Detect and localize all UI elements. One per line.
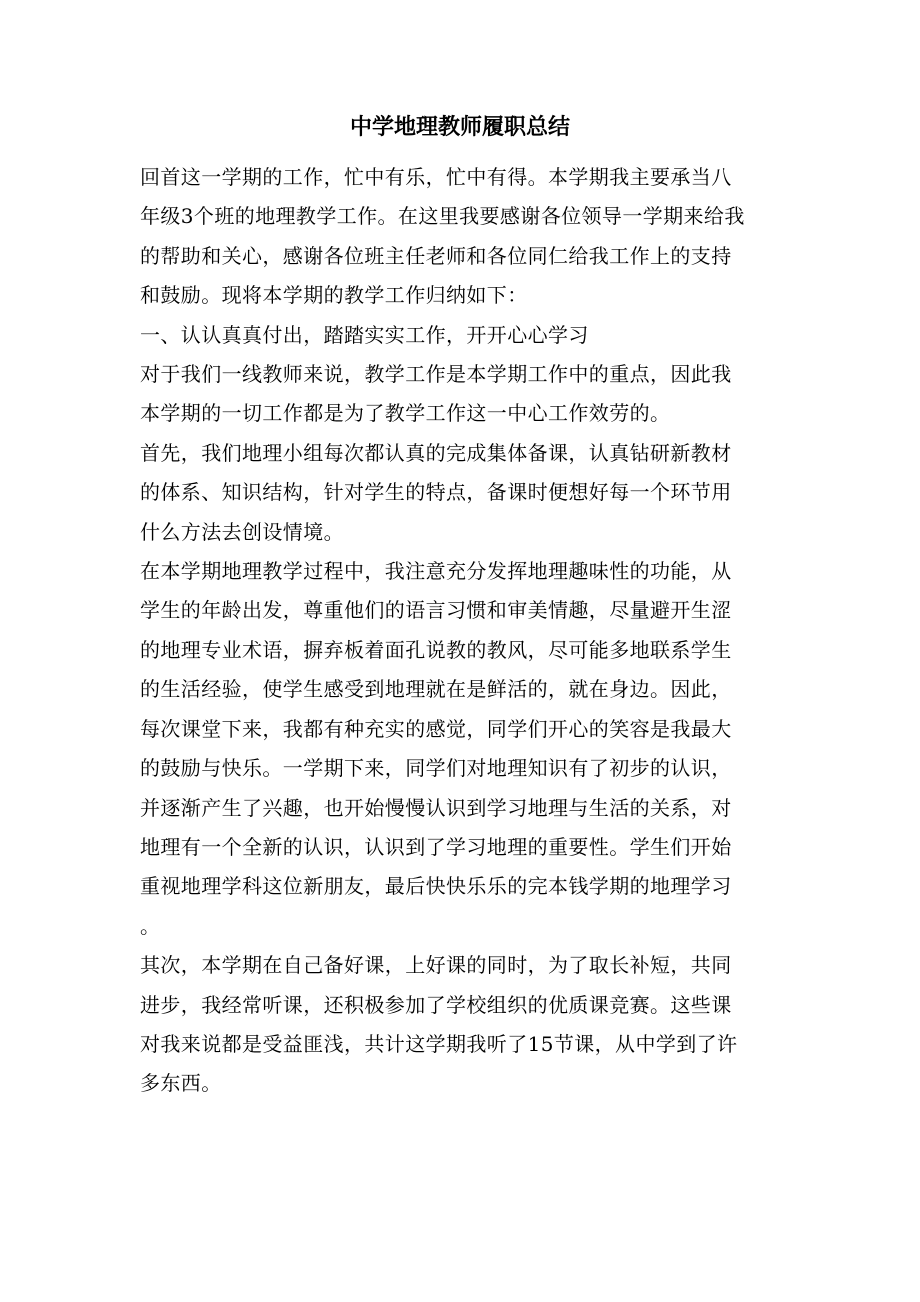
document-body (140, 158, 780, 1104)
text-line: 对于我们一线教师来说，教学工作是本学期工作中的重点，因此我 (140, 362, 732, 387)
paragraph-second (140, 946, 780, 1104)
section-heading (140, 316, 780, 355)
text-line: 重视地理学科这位新朋友，最后快快乐乐的完本钱学期的地理学习 (140, 874, 732, 899)
paragraph-intro (140, 158, 780, 316)
text-line: 在本学期地理教学过程中，我注意充分发挥地理趣味性的功能，从 (140, 559, 732, 584)
text-line: 首先，我们地理小组每次都认真的完成集体备课，认真钻研新教材 (140, 440, 732, 465)
text-line: 学生的年龄出发，尊重他们的语言习惯和审美情趣，尽量避开生涩 (140, 598, 732, 623)
text-line: 什么方法去创设情境。 (140, 519, 344, 544)
text-line: 地理有一个全新的认识，认识到了学习地理的重要性。学生们开始 (140, 834, 732, 859)
text-line: 的帮助和关心，感谢各位班主任老师和各位同仁给我工作上的支持 (140, 243, 732, 268)
paragraph-first (140, 434, 780, 552)
text-line: 并逐渐产生了兴趣，也开始慢慢认识到学习地理与生活的关系，对 (140, 795, 732, 820)
text-line: 的体系、知识结构，针对学生的特点，备课时便想好每一个环节用 (140, 480, 732, 505)
text-line: 年级3个班的地理教学工作。在这里我要感谢各位领导一学期来给我 (140, 204, 745, 229)
text-line: 和鼓励。现将本学期的教学工作归纳如下： (140, 283, 528, 308)
text-line: 的地理专业术语，摒弃板着面孔说教的教风，尽可能多地联系学生 (140, 637, 732, 662)
text-line: 其次，本学期在自己备好课，上好课的同时，为了取长补短，共同 (140, 953, 732, 978)
text-line: 的生活经验，使学生感受到地理就在是鲜活的，就在身边。因此， (140, 677, 732, 702)
text-line: 进步，我经常听课，还积极参加了学校组织的优质课竞赛。这些课 (140, 992, 732, 1017)
text-line: 多东西。 (140, 1071, 222, 1096)
text-line: 的鼓励与快乐。一学期下来，同学们对地理知识有了初步的认识， (140, 756, 732, 781)
paragraph-teaching (140, 552, 780, 946)
text-line: 。 (140, 913, 161, 938)
text-line: 每次课堂下来，我都有种充实的感觉，同学们开心的笑容是我最大 (140, 716, 732, 741)
paragraph-focus (140, 355, 780, 434)
text-line: 一、认认真真付出，踏踏实实工作，开开心心学习 (140, 322, 589, 347)
text-line: 回首这一学期的工作，忙中有乐，忙中有得。本学期我主要承当八 (140, 165, 732, 189)
text-line: 对我来说都是受益匪浅，共计这学期我听了15节课，从中学到了许 (140, 1031, 738, 1056)
document-title: 中学地理教师履职总结 (349, 114, 570, 140)
text-line: 本学期的一切工作都是为了教学工作这一中心工作效劳的。 (140, 401, 671, 426)
